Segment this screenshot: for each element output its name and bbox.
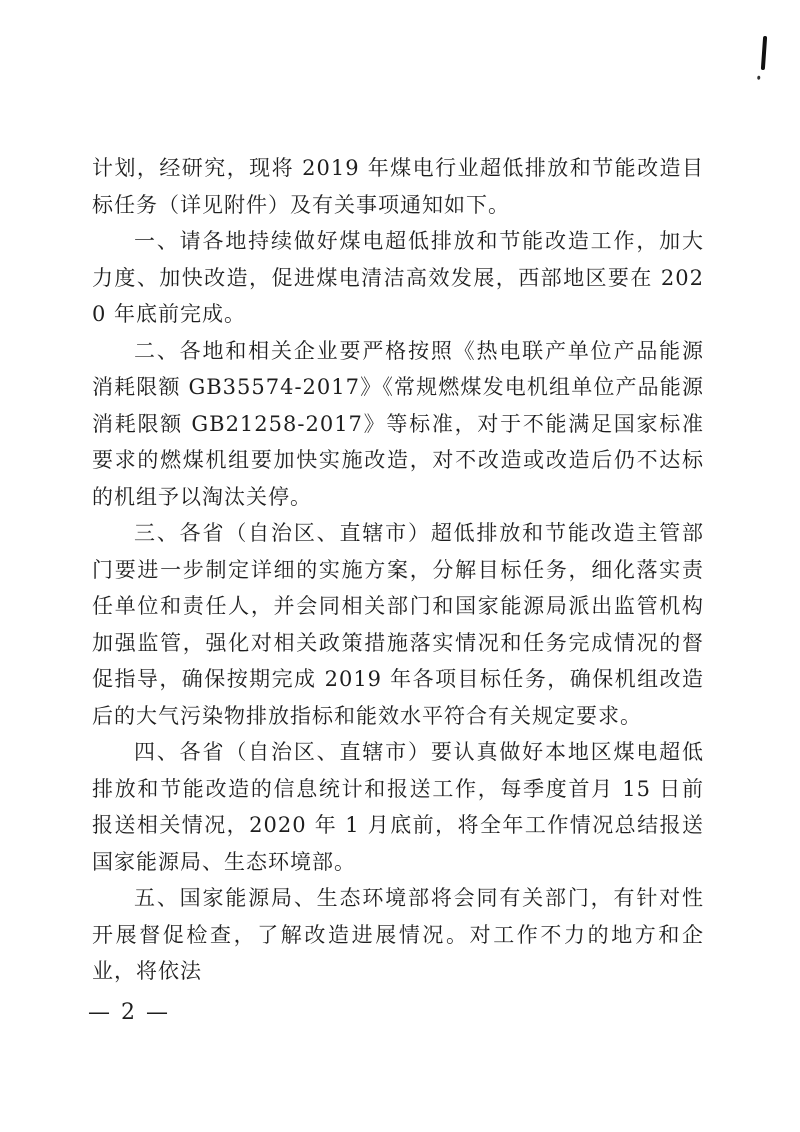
paragraph-intro: 计划，经研究，现将 2019 年煤电行业超低排放和节能改造目标任务（详见附件）及有关事项通知如下。 [92, 156, 704, 217]
paragraph-item-2: 二、各地和相关企业要严格按照《热电联产单位产品能源消耗限额 GB35574-2017》《常规燃煤发电机组单位产品能源消耗限额 GB21258-2017》等标准，对于不能满足国家标准要求的燃煤机组要加快实施改造，对不改造或改造后仍不达标的机组予以淘汰关停。 [92, 338, 704, 509]
paragraph-item-1: 一、请各地持续做好煤电超低排放和节能改造工作，加大力度、加快改造，促进煤电清洁高效发展，西部地区要在 2020 年底前完成。 [92, 229, 704, 326]
page-number: — 2 — [88, 1000, 170, 1025]
paragraph-item-3: 三、各省（自治区、直辖市）超低排放和节能改造主管部门要进一步制定详细的实施方案，分解目标任务，细化落实责任单位和责任人，并会同相关部门和国家能源局派出监管机构加强监管，强化对相关政策措施落实情况和任务完成情况的督促指导，确保按期完成 2019 年各项目标任务，确保机组改造后的大气污染物排放指标和能效水平符合有关规定要求。 [92, 521, 704, 728]
paragraph-item-4: 四、各省（自治区、直辖市）要认真做好本地区煤电超低排放和节能改造的信息统计和报送工作，每季度首月 15 日前报送相关情况，2020 年 1 月底前，将全年工作情况总结报送国家能源局、生态环境部。 [92, 740, 704, 874]
document-body [92, 150, 704, 990]
paragraph-item-5: 五、国家能源局、生态环境部将会同有关部门，有针对性开展督促检查，了解改造进展情况。对工作不力的地方和企业，将依法 [92, 886, 704, 983]
scan-edge-mark [761, 36, 767, 70]
